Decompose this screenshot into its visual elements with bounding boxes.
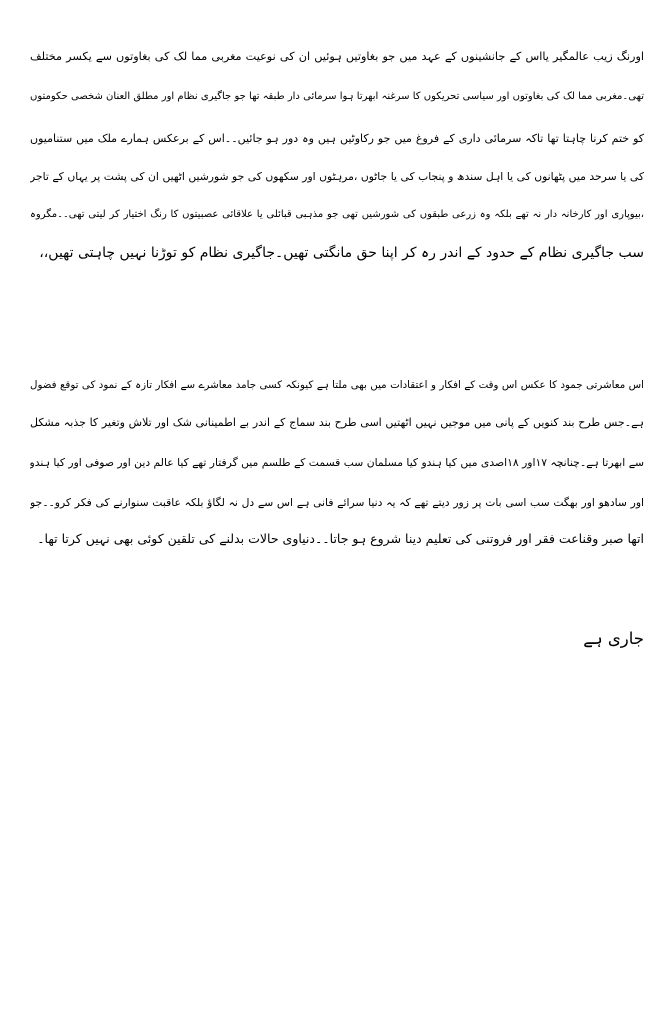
paragraph-2-line-3: سے ابھرتا ہے۔چنانچہ ۱۷اور ۱۸اصدی میں کیا ہندو کیا مسلمان سب قسمت کے طلسم میں گرفتار تھے کیا عالم دین اور صوفی اور کیا ہندو	[30, 456, 644, 469]
paragraph-2-line-4: اور سادھو اور بھگت سب اسی بات پر زور دیتے تھے کہ یہ دنیا سرائے فانی ہے اس سے دل نہ لگاؤ بلکہ عاقبت سنوارنے کی فکر کرو۔۔جو	[30, 496, 644, 509]
paragraph-2-line-2: ہے۔جس طرح بند کنویں کے پانی میں موجیں نہیں اٹھتیں اسی طرح بند سماج کے اندر بے اطمینانی شک اور تلاش وتغیر کا جذبہ مشکل	[30, 416, 644, 429]
continued-note: جاری ہے	[583, 629, 644, 648]
paragraph-1-line-3: کو ختم کرنا چاہتا تھا تاکہ سرمائی داری کے فروغ میں جو رکاوٹیں ہیں وہ دور ہو جائیں۔۔اس کے برعکس ہمارے ملک میں ستنامیوں	[30, 132, 644, 145]
paragraph-2-line-1: اس معاشرتی جمود کا عکس اس وقت کے افکار و اعتقادات میں بھی ملتا ہے کیونکہ کسی جامد معاشرے سے افکار تازہ کے نمود کی توقع فضول	[30, 379, 644, 391]
paragraph-1-line-2: تھی۔مغربی مما لک کی بغاوتوں اور سیاسی تحریکوں کا سرغنہ ابھرتا ہوا سرمائی دار طبقہ تھا جو جاگیری نظام اور مطلق العنان شخصی حکومتوں	[30, 91, 644, 102]
paragraph-1-line-6: سب جاگیری نظام کے حدود کے اندر رہ کر اپنا حق مانگتی تھیں۔جاگیری نظام کو توڑنا نہیں چاہتی تھیں،،	[39, 245, 644, 261]
paragraph-1-line-5: ،بیوپاری اور کارخانہ دار نہ تھے بلکہ وہ زرعی طبقوں کی شورشیں تھی جو مذہبی قبائلی یا علاقائی عصبیتوں کا رنگ اختیار کر لیتی تھی۔۔مگروہ	[30, 209, 644, 220]
paragraph-2-line-5: اتھا صبر وقناعت فقر اور فروتنی کی تعلیم دینا شروع ہو جاتا۔۔دنیاوی حالات بدلنے کی تلقین کوئی بھی نہیں کرتا تھا۔	[37, 531, 644, 546]
paragraph-1-line-1: اورنگ زیب عالمگیر یااس کے جانشینوں کے عہد میں جو بغاوتیں ہوئیں ان کی نوعیت مغربی مما لک کی بغاوتوں سے یکسر مختلف	[30, 50, 644, 63]
paragraph-1-line-4: کی یا سرحد میں پٹھانوں کی یا اہل سندھ و پنجاب کی یا جاٹوں ،مرہٹوں اور سکھوں کی جو شورشیں اٹھیں ان کی پشت پر یہاں کے تاجر	[30, 170, 644, 183]
